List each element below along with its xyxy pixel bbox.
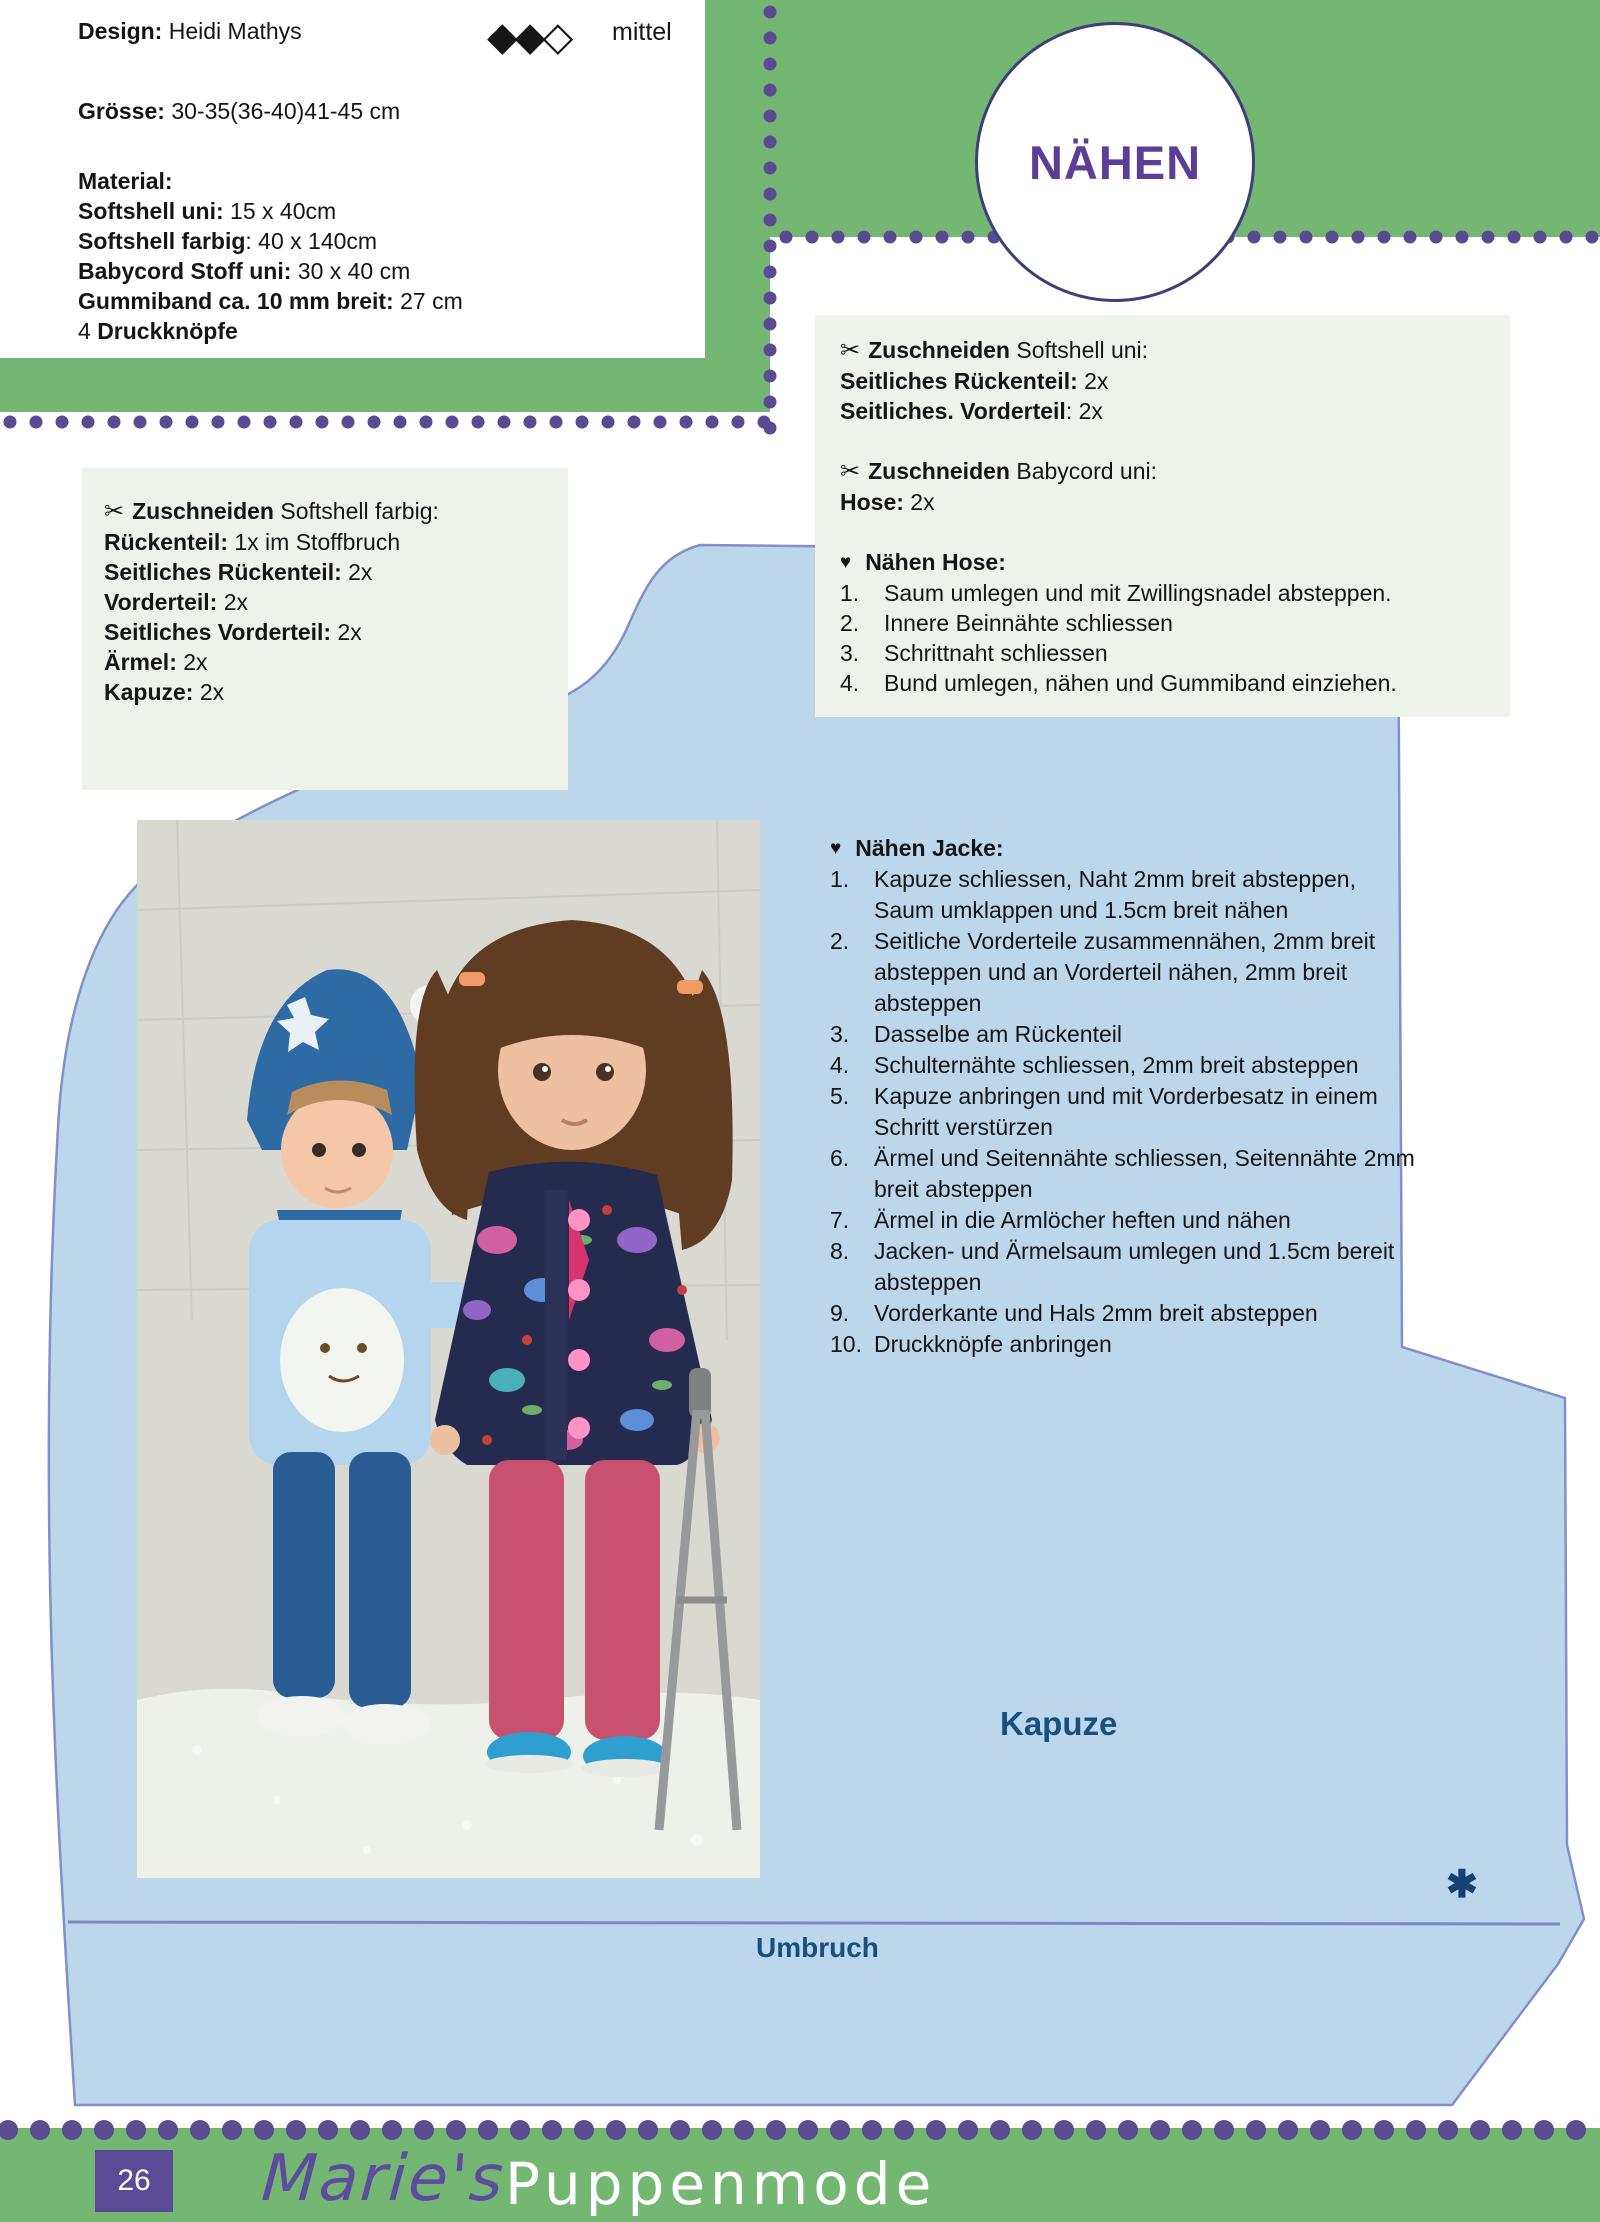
cut-item: Vorderteil: 2x — [104, 589, 249, 615]
heart-icon: ♥ — [840, 552, 852, 573]
sew-jacke-steps — [830, 864, 1418, 1360]
scissors-icon: ✂ — [840, 458, 861, 485]
brand-name-script: Marie's — [259, 2142, 508, 2216]
step: Bund umlegen, nähen und Gummiband einziehen. — [884, 670, 1397, 696]
scissors-icon: ✂ — [104, 498, 125, 525]
cut-item: Seitliches. Vorderteil: 2x — [840, 398, 1103, 424]
material-title: Material: — [78, 168, 173, 194]
page-number: 26 — [117, 2164, 151, 2197]
heart-icon: ♥ — [830, 838, 842, 859]
step: Kapuze schliessen, Naht 2mm breit absteppen, Saum umklappen und 1.5cm breit nähen — [874, 866, 1356, 923]
difficulty-label: mittel — [612, 18, 672, 46]
cut-item: Rückenteil: 1x im Stoffbruch — [104, 529, 401, 555]
design-label: Design: — [78, 18, 163, 44]
cut-title: ✂ Zuschneiden Babycord uni: — [840, 458, 1157, 485]
step: Schrittnaht schliessen — [884, 640, 1108, 666]
step: Schulternähte schliessen, 2mm breit absteppen — [874, 1052, 1359, 1078]
cut-item: Ärmel: 2x — [104, 649, 208, 675]
step: Vorderkante und Hals 2mm breit absteppen — [874, 1300, 1318, 1326]
material-row: Softshell uni: 15 x 40cm — [78, 198, 337, 224]
step: Druckknöpfe anbringen — [874, 1331, 1112, 1357]
diamond-empty-icon: ◇ — [542, 15, 571, 59]
material-row: Babycord Stoff uni: 30 x 40 cm — [78, 258, 411, 284]
sew-jacke-block — [830, 833, 1418, 1360]
material-row: 4 Druckknöpfe — [78, 318, 238, 344]
cut-item: Seitliches Vorderteil: 2x — [104, 619, 362, 645]
page-number-badge — [95, 2150, 173, 2212]
stage-badge — [975, 22, 1255, 302]
cut-item: Hose: 2x — [840, 489, 935, 515]
size-line — [78, 96, 400, 126]
step: Jacken- und Ärmelsaum umlegen und 1.5cm bereit absteppen — [874, 1238, 1395, 1295]
cut-item: Kapuze: 2x — [104, 679, 225, 705]
diamond-filled-icon: ◆ — [487, 15, 515, 59]
difficulty-diamond-icons — [487, 14, 570, 60]
fold-line — [68, 1922, 1560, 1924]
pattern-piece-label-kapuze: Kapuze — [1000, 1705, 1118, 1742]
cut-item: Seitliches Rückenteil: 2x — [840, 368, 1109, 394]
step: Saum umlegen und mit Zwillingsnadel absteppen. — [884, 580, 1392, 606]
sew-jacke-title: ♥ Nähen Jacke: — [830, 835, 1004, 861]
step: Seitliche Vorderteile zusammennähen, 2mm breit absteppen und an Vorderteil nähen, 2mm breit absteppen — [874, 928, 1376, 1016]
scissors-icon: ✂ — [840, 337, 861, 364]
fold-label-umbruch: Umbruch — [756, 1932, 879, 1963]
cutting-box-softshell-farbig — [82, 468, 568, 790]
size-value: 30-35(36-40)41-45 cm — [164, 98, 401, 124]
cutting-box-softshell-uni — [815, 315, 1510, 717]
cut-title: ✂ Zuschneiden Softshell farbig: — [104, 498, 439, 525]
size-label: Grösse: — [78, 98, 165, 124]
sew-hose-title: ♥ Nähen Hose: — [840, 549, 1006, 575]
step: Kapuze anbringen und mit Vorderbesatz in einem Schritt verstürzen — [874, 1083, 1378, 1140]
brand-name: Puppenmode — [505, 2150, 937, 2218]
asterisk-icon: ✱ — [1446, 1864, 1478, 1906]
step: Innere Beinnähte schliessen — [884, 610, 1173, 636]
sew-hose-steps — [840, 578, 1510, 698]
cut-title: ✂ Zuschneiden Softshell uni: — [840, 337, 1149, 364]
designer-name: Heidi Mathys — [162, 18, 302, 44]
dolls-photo — [137, 820, 760, 1878]
step: Ärmel und Seitennähte schliessen, Seitennähte 2mm breit absteppen — [874, 1145, 1415, 1202]
material-row: Gummiband ca. 10 mm breit: 27 cm — [78, 288, 463, 314]
design-line — [78, 16, 302, 46]
material-row: Softshell farbig: 40 x 140cm — [78, 228, 378, 254]
stage-badge-label: NÄHEN — [1028, 135, 1202, 189]
step: Ärmel in die Armlöcher heften und nähen — [874, 1207, 1291, 1233]
step: Dasselbe am Rückenteil — [874, 1021, 1123, 1047]
diamond-filled-icon: ◆ — [514, 15, 543, 59]
cut-item: Seitliches Rückenteil: 2x — [104, 559, 373, 585]
